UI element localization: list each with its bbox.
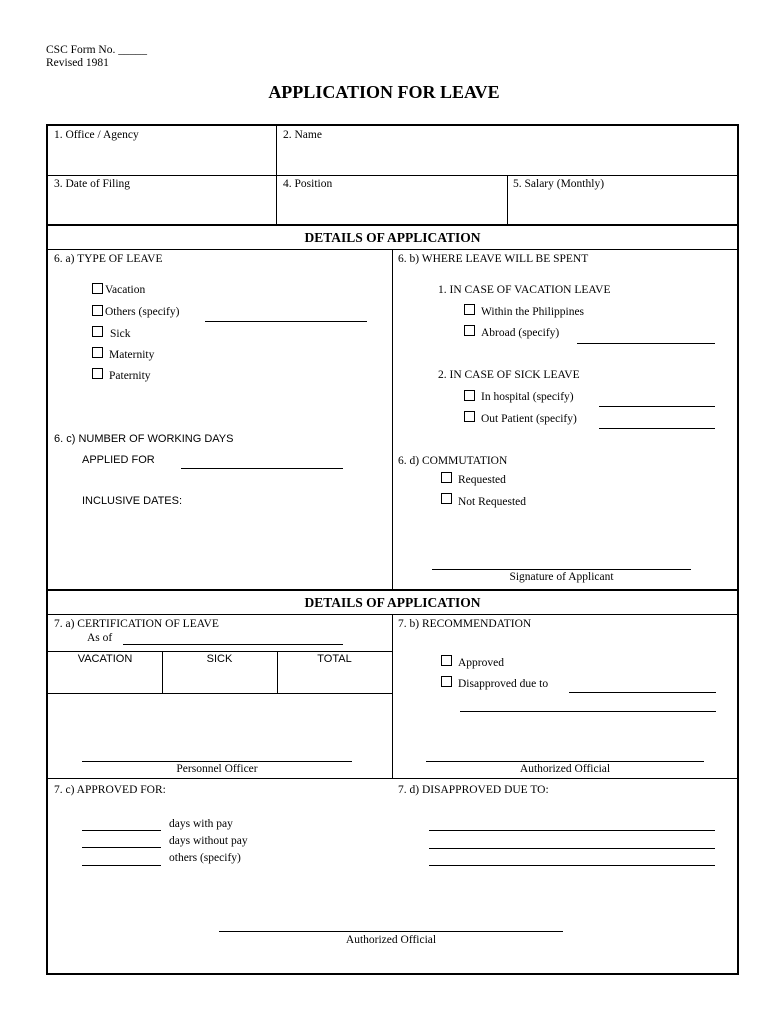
approved-checkbox[interactable] (441, 655, 452, 666)
salary-label: 5. Salary (Monthly) (513, 178, 605, 190)
sick-checkbox[interactable] (92, 326, 103, 337)
paternity-label: Paternity (109, 370, 151, 382)
sick-leave-heading: 2. IN CASE OF SICK LEAVE (438, 369, 580, 381)
not-requested-label: Not Requested (458, 496, 527, 508)
out-patient-checkbox[interactable] (464, 411, 475, 422)
others-label: Others (specify) (105, 306, 180, 318)
maternity-checkbox[interactable] (92, 347, 103, 358)
sick-label: Sick (110, 328, 131, 340)
paternity-checkbox[interactable] (92, 368, 103, 379)
disapproved-label: Disapproved due to (458, 678, 549, 690)
vacation-column-header: VACATION (77, 653, 133, 665)
abroad-checkbox[interactable] (464, 325, 475, 336)
col-divider (507, 175, 508, 224)
col-divider (392, 614, 393, 778)
days-with-pay-label: days with pay (169, 818, 233, 830)
in-hospital-checkbox[interactable] (464, 390, 475, 401)
date-of-filing-label: 3. Date of Filing (54, 178, 131, 190)
name-label: 2. Name (283, 129, 322, 141)
approved-for-heading: 7. c) APPROVED FOR: (54, 784, 166, 796)
maternity-label: Maternity (109, 349, 155, 361)
in-hospital-specify-line[interactable] (599, 406, 715, 407)
days-without-pay-line[interactable] (82, 847, 161, 848)
days-with-pay-line[interactable] (82, 830, 161, 831)
not-requested-checkbox[interactable] (441, 493, 452, 504)
within-ph-checkbox[interactable] (464, 304, 475, 315)
abroad-specify-line[interactable] (577, 343, 715, 344)
recommending-official-label: Authorized Official (519, 763, 611, 775)
disapproved-reason-line[interactable] (429, 865, 715, 866)
disapproved-reason-line[interactable] (460, 711, 716, 712)
requested-label: Requested (458, 474, 506, 486)
as-of-label: As of (87, 632, 113, 644)
office-agency-label: 1. Office / Agency (54, 129, 139, 141)
position-label: 4. Position (283, 178, 333, 190)
disapproved-reason-line[interactable] (429, 848, 715, 849)
out-patient-specify-line[interactable] (599, 428, 715, 429)
others-checkbox[interactable] (92, 305, 103, 316)
others-line[interactable] (82, 865, 161, 866)
form-number: CSC Form No. _____ (46, 44, 147, 56)
certification-heading: 7. a) CERTIFICATION OF LEAVE (54, 618, 219, 630)
band-top-rule (48, 224, 737, 226)
details-heading-2: DETAILS OF APPLICATION (304, 595, 481, 610)
recommendation-heading: 7. b) RECOMMENDATION (398, 618, 532, 630)
details-heading-1: DETAILS OF APPLICATION (304, 230, 481, 245)
disapproved-reason-line[interactable] (429, 830, 715, 831)
row-divider (48, 778, 737, 779)
row-divider (48, 175, 737, 176)
disapproved-reason-line[interactable] (569, 692, 716, 693)
type-of-leave-heading: 6. a) TYPE OF LEAVE (54, 253, 163, 265)
disapproved-checkbox[interactable] (441, 676, 452, 687)
out-patient-label: Out Patient (specify) (481, 413, 577, 425)
final-official-label: Authorized Official (345, 934, 437, 946)
vacation-label: Vacation (105, 284, 146, 296)
applicant-signature-label: Signature of Applicant (509, 571, 614, 583)
applied-for-label: APPLIED FOR (82, 454, 155, 466)
in-hospital-label: In hospital (specify) (481, 391, 574, 403)
where-spent-heading: 6. b) WHERE LEAVE WILL BE SPENT (398, 253, 589, 265)
as-of-line[interactable] (123, 644, 343, 645)
page-title: APPLICATION FOR LEAVE (268, 82, 500, 102)
sick-column-header: SICK (206, 653, 233, 665)
revision-note: Revised 1981 (46, 57, 109, 69)
vacation-leave-heading: 1. IN CASE OF VACATION LEAVE (438, 284, 611, 296)
others-specify-line[interactable] (205, 321, 367, 322)
final-official-signature-line[interactable] (219, 931, 563, 932)
applied-for-line[interactable] (181, 468, 343, 469)
days-without-pay-label: days without pay (169, 835, 248, 847)
personnel-officer-label: Personnel Officer (176, 763, 258, 775)
credits-table-bottom (48, 693, 392, 694)
commutation-heading: 6. d) COMMUTATION (398, 455, 508, 467)
vacation-checkbox[interactable] (92, 283, 103, 294)
within-ph-label: Within the Philippines (481, 306, 585, 318)
total-column-header: TOTAL (317, 653, 352, 665)
inclusive-dates-label: INCLUSIVE DATES: (82, 495, 183, 507)
col-divider (276, 126, 277, 224)
requested-checkbox[interactable] (441, 472, 452, 483)
working-days-heading: 6. c) NUMBER OF WORKING DAYS (54, 433, 234, 445)
disapproved-due-to-heading: 7. d) DISAPPROVED DUE TO: (398, 784, 549, 796)
band-top-rule (48, 589, 737, 591)
col-divider (392, 249, 393, 589)
approved-label: Approved (458, 657, 504, 669)
abroad-label: Abroad (specify) (481, 327, 560, 339)
others-approved-label: others (specify) (169, 852, 241, 864)
